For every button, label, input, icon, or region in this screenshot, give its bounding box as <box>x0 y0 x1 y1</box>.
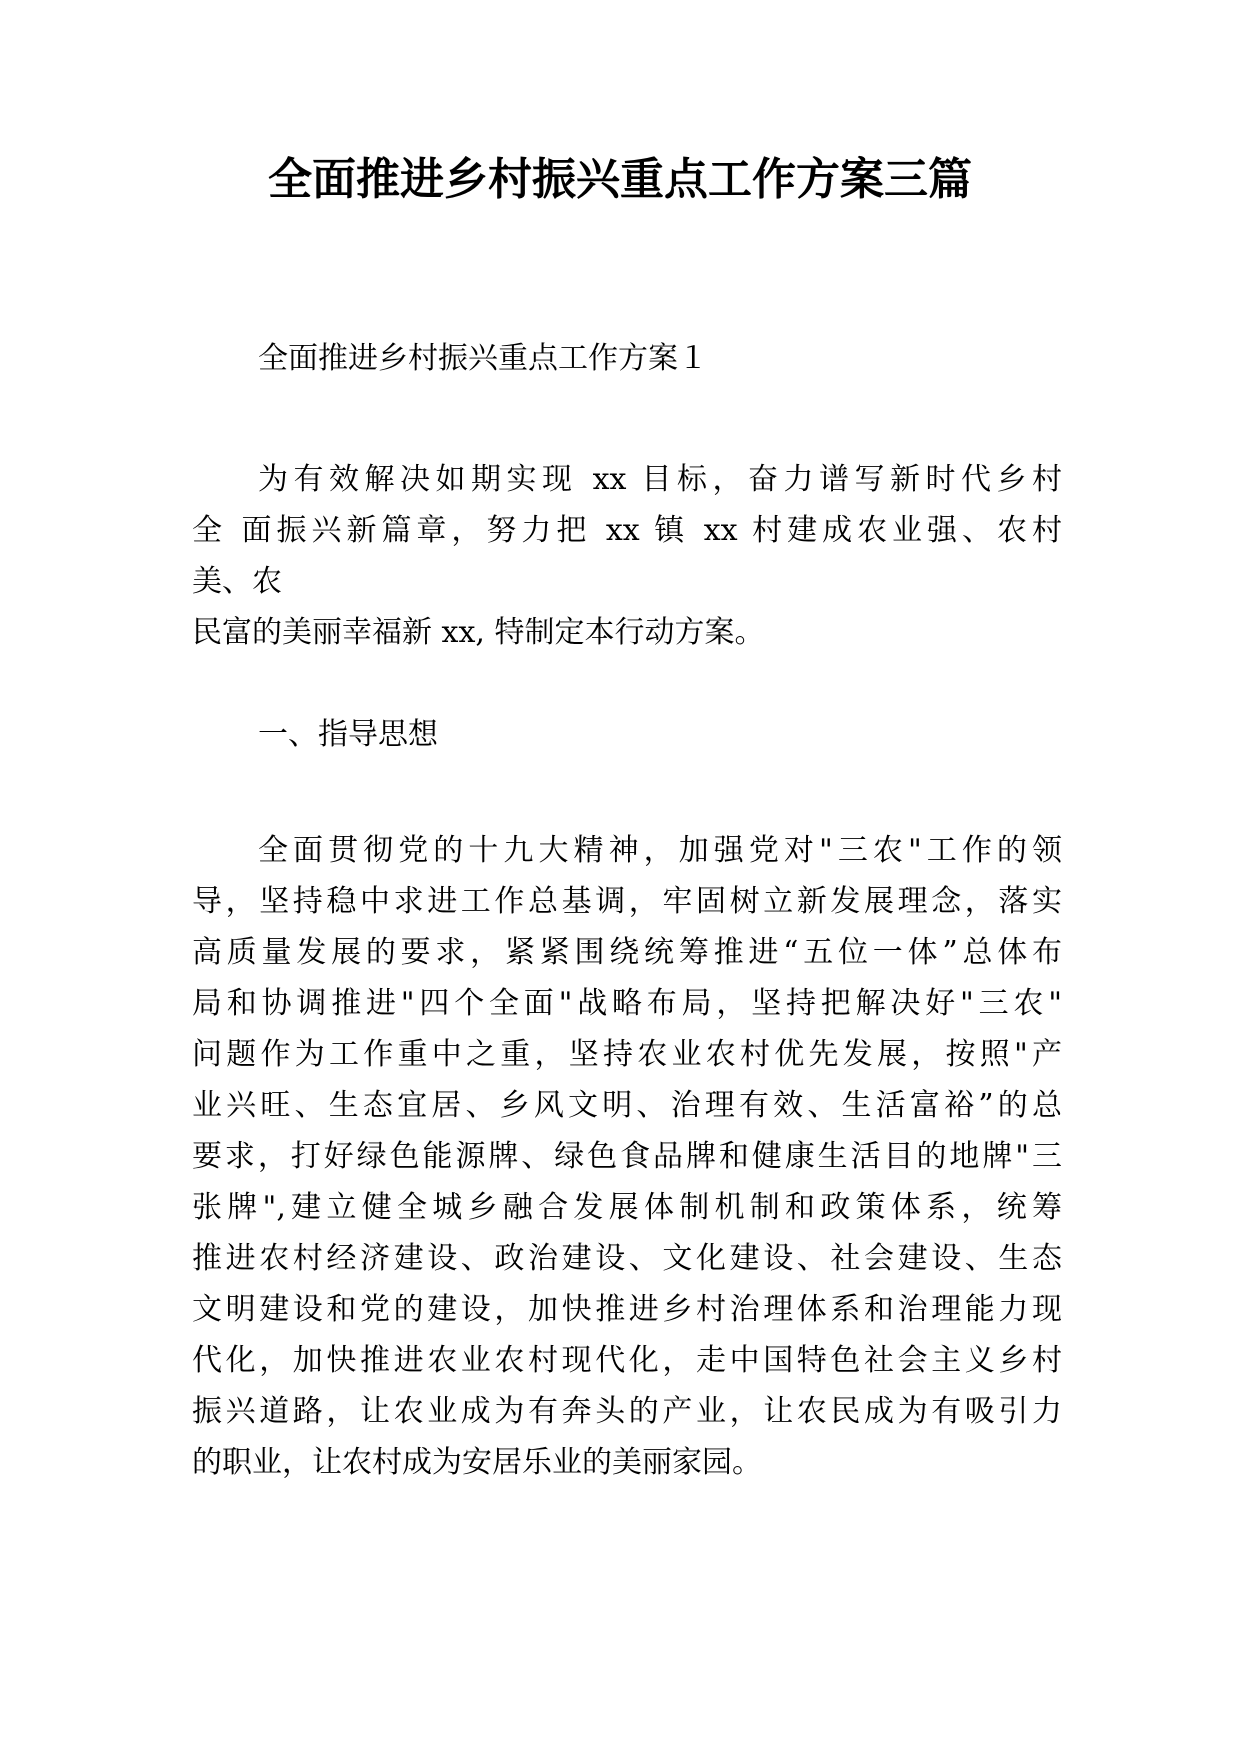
paragraph-line: 振兴道路，让农业成为有奔头的产业，让农民成为有吸引力 <box>192 1394 1062 1429</box>
paragraph-line: 张牌",建立健全城乡融合发展体制机制和政策体系，统筹 <box>192 1190 1062 1225</box>
paragraph-line: 全 面振兴新篇章，努力把 xx 镇 xx 村建成农业强、农村 <box>192 513 1062 548</box>
paragraph-line: 高质量发展的要求，紧紧围绕统筹推进“五位一体”总体布 <box>192 935 1062 970</box>
intro-paragraph <box>192 454 1062 658</box>
paragraph-line: 导，坚持稳中求进工作总基调，牢固树立新发展理念，落实 <box>192 884 1062 919</box>
paragraph-line: 为有效解决如期实现 xx 目标，奋力谱写新时代乡村 <box>258 462 1062 497</box>
paragraph-line: 全面贯彻党的十九大精神，加强党对"三农"工作的领 <box>258 833 1062 868</box>
paragraph-line: 问题作为工作重中之重，坚持农业农村优先发展，按照"产 <box>192 1037 1062 1072</box>
paragraph-line: 民富的美丽幸福新 xx, 特制定本行动方案。 <box>192 615 765 650</box>
guiding-thought-paragraph <box>192 825 1062 1488</box>
paragraph-line: 文明建设和党的建设，加快推进乡村治理体系和治理能力现 <box>192 1292 1062 1327</box>
paragraph-line: 代化，加快推进农业农村现代化，走中国特色社会主义乡村 <box>192 1343 1062 1378</box>
paragraph-line: 要求，打好绿色能源牌、绿色食品牌和健康生活目的地牌"三 <box>192 1139 1062 1174</box>
paragraph-line: 局和协调推进"四个全面"战略布局，坚持把解决好"三农" <box>192 986 1062 1021</box>
paragraph-line: 美、农 <box>192 564 282 599</box>
document-title: 全面推进乡村振兴重点工作方案三篇 <box>268 154 972 205</box>
plan-subheading: 全面推进乡村振兴重点工作方案１ <box>258 341 708 376</box>
paragraph-line: 的职业，让农村成为安居乐业的美丽家园。 <box>192 1445 762 1480</box>
section-heading: 一、指导思想 <box>258 717 438 752</box>
paragraph-line: 推进农村经济建设、政治建设、文化建设、社会建设、生态 <box>192 1241 1062 1276</box>
paragraph-line: 业兴旺、生态宜居、乡风文明、治理有效、生活富裕”的总 <box>192 1088 1062 1123</box>
